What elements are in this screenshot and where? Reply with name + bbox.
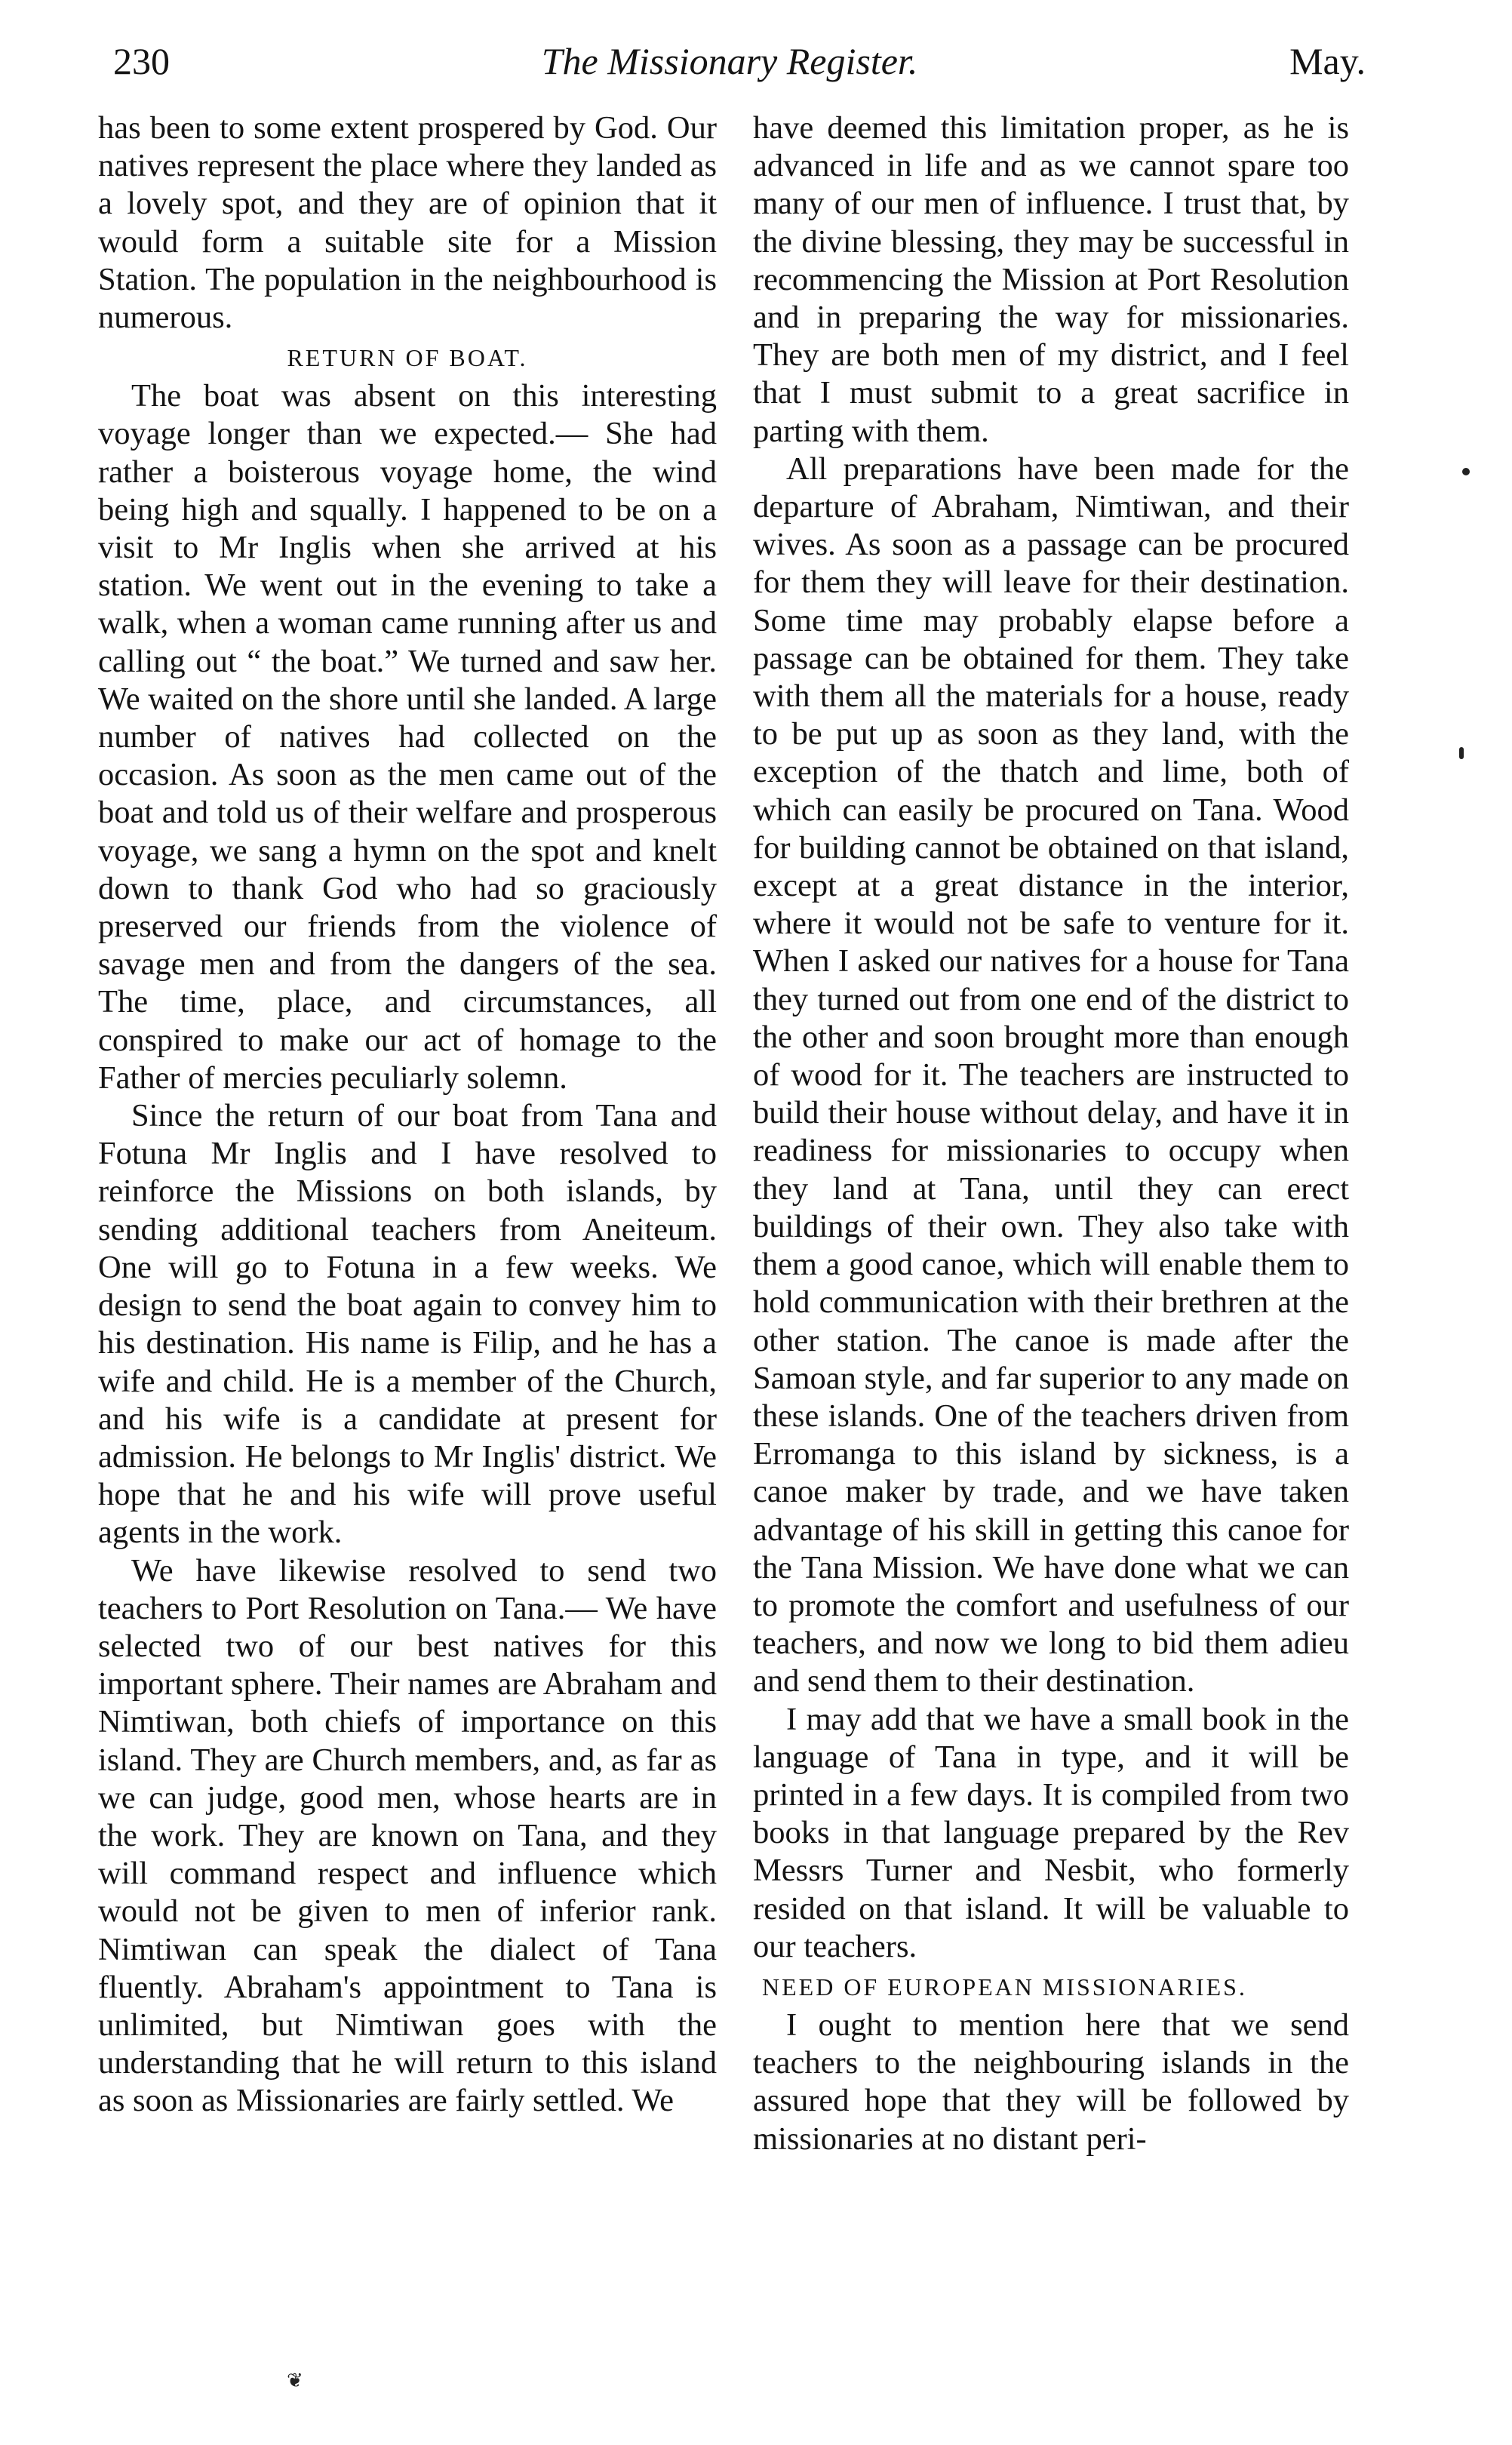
paragraph: We have likewise resolved to send two teachers to Port Resolution on Tana.— We have selected two of our best natives for this important sphere. Their names are Abraham and Nimtiwan, both chiefs of importance on this island. They are Church members, and, as far as we can judge, good men, whose hearts are in the work. They are known on Tana, and they will command respect and influence which would not be given to men of inferior rank. Nimtiwan can speak the dialect of Tana fluently. Abraham's appointment to Tana is unlimited, but Nimtiwan goes with the understanding that he will return to this island as soon as Missionaries are fairly settled. We [98,1552,717,2119]
journal-title: The Missionary Register. [541,40,918,82]
footer-ornament-icon: ❦ [287,2370,303,2392]
paragraph: have deemed this limitation proper, as he is advanced in life and as we cannot spare too many of our men of influence. I trust that, by the divine blessing, they may be successful in recommencing the Mission at Port Resolution and in preparing the way for missionaries. They are both men of my district, and I feel that I must submit to a great sacrifice in parting with them. [753,110,1349,449]
header-month: May. [1289,40,1366,82]
print-speck [1459,747,1464,759]
right-column [753,109,1349,2388]
paragraph: has been to some extent prospered by God. Our natives represent the place where they landed as a lovely spot, and they are of opinion that it would form a suitable site for a Mission Station. The population in the neighbourhood is numerous. [98,110,717,336]
paragraph: The boat was absent on this interesting voyage longer than we expected.— She had rather a boisterous voyage home, the wind being high and squally. I happened to be on a visit to Mr Inglis when she arrived at his station. We went out in the evening to take a walk, when a woman came running after us and calling out “ the boat.” We turned and saw her. We waited on the shore until she landed. A large number of natives had collected on the occasion. As soon as the men came out of the boat and told us of their welfare and prosperous voyage, we sang a hymn on the spot and knelt down to thank God who had so graciously preserved our friends from the violence of savage men and from the dangers of the sea. The time, place, and circumstances, all conspired to make our act of homage to the Father of mercies peculiarly solemn. [98,378,717,1096]
running-header [113,39,1366,89]
paragraph: All preparations have been made for the departure of Abraham, Nimtiwan, and their wives. As soon as a passage can be procured for them they will leave for their destination. Some time may probably elapse before a passage can be obtained for them. They take with them all the materials for a house, ready to be put up as soon as they land, with the exception of the thatch and lime, both of which can easily be procured on Tana. Wood for building cannot be obtained on that island, except at a great distance in the interior, where it would not be safe to venture for it. When I asked our natives for a house for Tana they turned out from one end of the district to the other and soon brought more than enough of wood for it. The teachers are instructed to build their house without delay, and have it in readiness for missionaries to occupy when they land at Tana, until they can erect buildings of their own. They also take with them a good canoe, which will enable them to hold communication with their brethren at the other station. The canoe is made after the Samoan style, and far superior to any made on these islands. One of the teachers driven from Erromanga to this island by sickness, is a canoe maker by trade, and we have taken advantage of his skill in getting this canoe for the Tana Mission. We have done what we can to promote the comfort and usefulness of our teachers, and now we long to bid them adieu and send them to their destination. [753,451,1349,1699]
paragraph: I may add that we have a small book in the language of Tana in type, and it will be printed in a few days. It is compiled from two books in that language prepared by the Rev Messrs Turner and Nesbit, who formerly resided on that island. It will be valuable to our teachers. [753,1701,1349,1964]
page-number: 230 [113,40,170,82]
paragraph: Since the return of our boat from Tana and Fotuna Mr Inglis and I have resolved to reinforce the Missions on both islands, by sending additional teachers from Aneiteum. One will go to Fotuna in a few weeks. We design to send the boat again to convey him to his destination. His name is Filip, and he has a wife and child. He is a member of the Church, and his wife is a candidate at present for admission. He belongs to Mr Inglis' district. We hope that he and his wife will prove useful agents in the work. [98,1098,717,1551]
section-heading-need-of-missionaries: NEED OF EUROPEAN MISSIONARIES. [762,1973,1247,2001]
left-column [98,109,717,2388]
print-speck [1462,468,1470,475]
paragraph: I ought to mention here that we send teachers to the neighbouring islands in the assured hope that they will be followed by missionaries at no distant peri- [753,2007,1349,2157]
section-heading-return-of-boat: RETURN OF BOAT. [287,344,528,372]
